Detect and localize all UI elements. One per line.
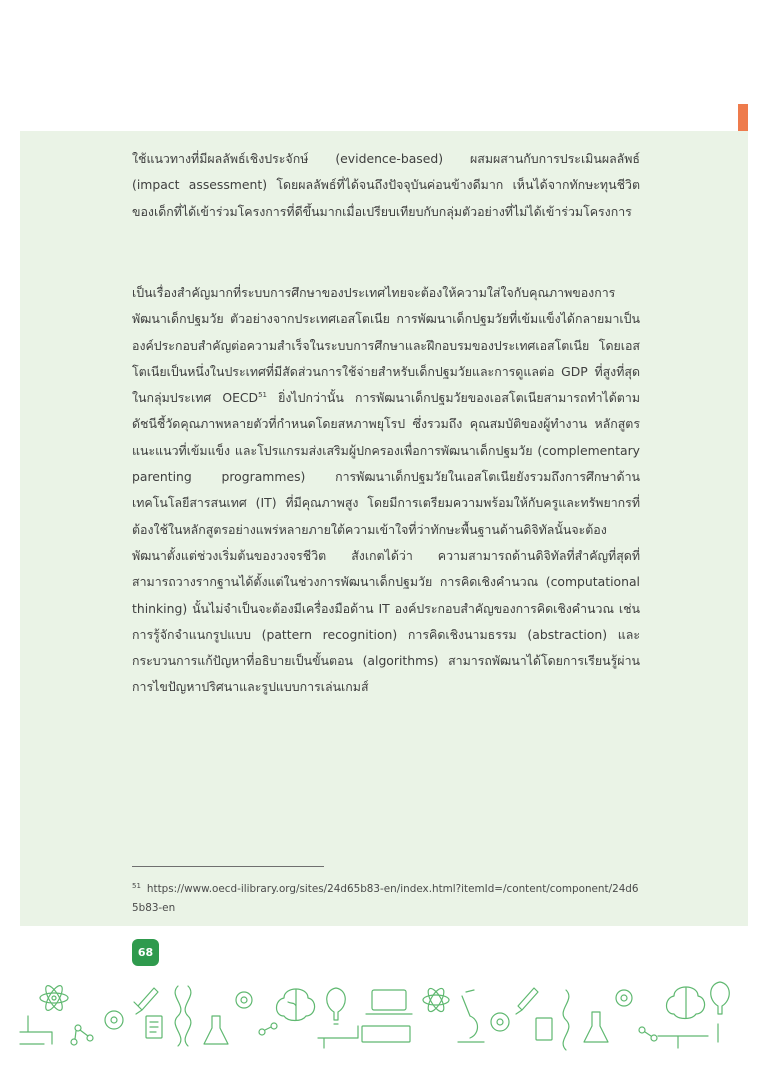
circuit-lines-icon bbox=[20, 1016, 718, 1048]
paragraph-2 bbox=[132, 280, 640, 701]
brain-icon bbox=[277, 987, 705, 1021]
paragraph-2-part-b: ยิ่งไปกว่านั้น การพัฒนาเด็กปฐมวัยของเอสโตเนียสามารถทำได้ตามดัชนีชี้วัดคุณภาพหลายตัวที่กำหนดโดยสหภาพยุโรป ซึ่งรวมถึง คุณสมบัติของผู้ทำงาน หลักสูตรแนะแนวที่เข้มแข็ง และโปรแกรมส่งเสริมผู้ปกครองเพื่อการพัฒนาเด็กปฐมวัย (complementary parenting programmes) การพัฒนาเด็กปฐมวัยในเอสโตเนียยังรวมถึงการศึกษาด้านเทคโนโลยีสารสนเทศ (IT) ที่มีคุณภาพสูง โดยมีการเตรียมความพร้อมให้กับครูและทรัพยากรที่ต้องใช้ในหลักสูตรอย่างแพร่หลายภายใต้ความเข้าใจที่ว่าทักษะพื้นฐานด้านดิจิทัลนั้นจะต้องพัฒนาตั้งแต่ช่วงเริ่มต้นของวงจรชีวิต สังเกตได้ว่า ความสามารถด้านดิจิทัลที่สำคัญที่สุดที่สามารถวางรากฐานได้ตั้งแต่ในช่วงการพัฒนาเด็กปฐมวัย การคิดเชิงคำนวณ (computational thinking) นั้นไม่จำเป็นจะต้องมีเครื่องมือด้าน IT องค์ประกอบสำคัญของการคิดเชิงคำนวณ เช่น การรู้จักจำแนกรูปแบบ (pattern recognition) การคิดเชิงนามธรรม (abstraction) และกระบวนการแก้ปัญหาที่อธิบายเป็นขั้นตอน (algorithms) สามารถพัฒนาได้โดยการเรียนรู้ผ่านการไขปัญหาปริศนาและรูปแบบการเล่นเกมส์ bbox=[132, 390, 640, 695]
footnote-divider bbox=[132, 866, 324, 867]
accent-tab bbox=[738, 104, 748, 131]
footnote-reference[interactable]: 51 bbox=[258, 391, 268, 400]
paragraph-1: ใช้แนวทางที่มีผลลัพธ์เชิงประจักษ์ (evidence-based) ผสมผสานกับการประเมินผลลัพธ์ (impact assessment) โดยผลลัพธ์ที่ได้จนถึงปัจจุบันค่อนข้างดีมาก เห็นได้จากทักษะทุนชีวิตของเด็กที่ได้เข้าร่วมโครงการที่ดีขึ้นมากเมื่อเปรียบเทียบกับกลุ่มตัวอย่างที่ไม่ได้เข้าร่วมโครงการ bbox=[132, 151, 640, 219]
atom-icon bbox=[40, 983, 449, 1013]
flask-icon bbox=[204, 1012, 608, 1044]
laptop-icon bbox=[362, 990, 412, 1042]
footnote bbox=[132, 880, 640, 918]
gear-icon bbox=[105, 990, 632, 1031]
footnote-link[interactable]: https://www.oecd-ilibrary.org/sites/24d65b83-en/index.html?itemId=/content/component/24d65b83-en bbox=[132, 883, 639, 914]
paragraph-2-part-a: เป็นเรื่องสำคัญมากที่ระบบการศึกษาของประเทศไทยจะต้องให้ความใส่ใจกับคุณภาพของการพัฒนาเด็กปฐมวัย ตัวอย่างจากประเทศเอสโตเนีย การพัฒนาเด็กปฐมวัยที่เข้มแข็งได้กลายมาเป็นองค์ประกอบสำคัญต่อความสำเร็จในระบบการศึกษาและฝึกอบรมของประเทศเอสโตเนีย โดยเอสโตเนียเป็นหนึ่งในประเทศที่มีสัดส่วนการใช้จ่ายสำหรับเด็กปฐมวัยและการดูแลต่อ GDP ที่สูงที่สุดในกลุ่มประเทศ OECD bbox=[132, 285, 640, 406]
rocket-icon bbox=[134, 988, 538, 1014]
footnote-number: 51 bbox=[132, 881, 141, 890]
microscope-icon bbox=[458, 990, 484, 1042]
science-doodle-border bbox=[18, 976, 750, 1052]
page-number-badge: 68 bbox=[132, 939, 159, 966]
